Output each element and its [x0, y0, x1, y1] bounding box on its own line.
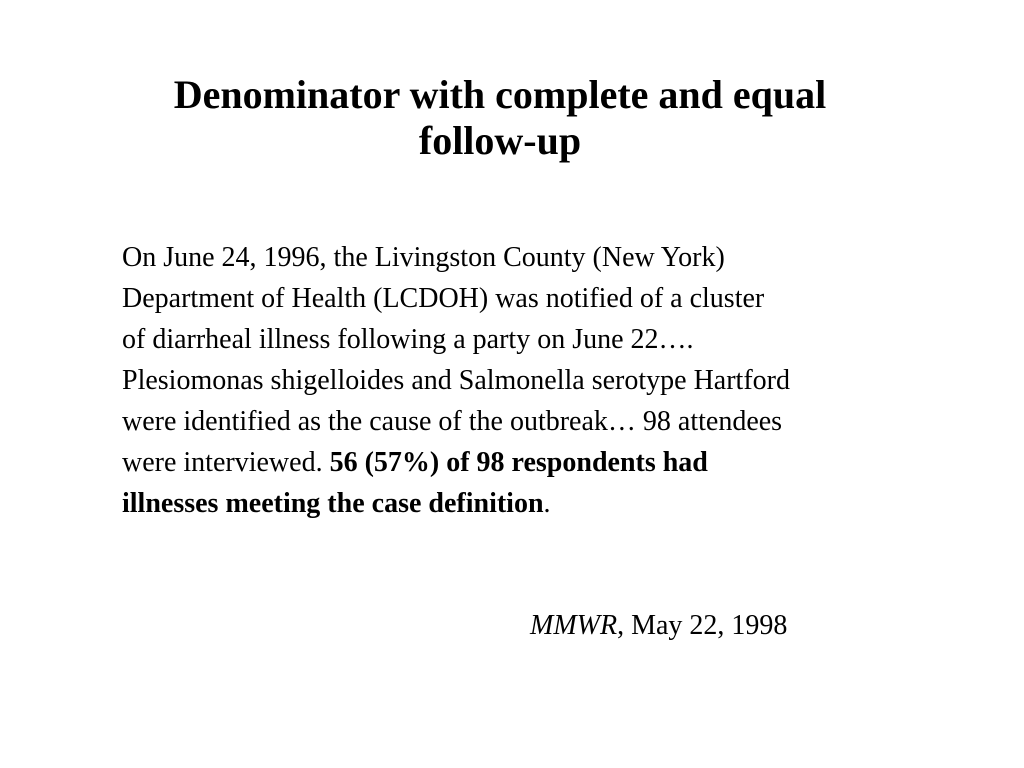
body-line-3: of diarrheal illness following a party on June 22…. [122, 324, 694, 355]
body-line-7-period: . [543, 488, 551, 519]
body-line-5: were identified as the cause of the outbreak… 98 attendees [122, 406, 783, 437]
highlight-statistic: 56 (57%) of 98 respondents had [329, 447, 708, 478]
body-line-4: Plesiomonas shigelloides and Salmonella serotype Hartford [122, 365, 790, 396]
citation-source: MMWR [530, 610, 618, 641]
body-line-1: On June 24, 1996, the Livingston County (New York) [122, 242, 725, 273]
body-line-2: Department of Health (LCDOH) was notified of a cluster [122, 283, 765, 314]
body-line-6 [122, 442, 952, 483]
title-line-1: Denominator with complete and equal [173, 72, 827, 117]
body-line-7 [122, 483, 952, 524]
slide-title [100, 72, 900, 164]
title-line-2: follow-up [418, 118, 582, 163]
highlight-case-definition: illnesses meeting the case definition [122, 488, 544, 519]
citation-date: , May 22, 1998 [617, 610, 788, 641]
citation [530, 606, 787, 646]
body-paragraph [122, 237, 952, 524]
body-line-6-text: were interviewed. [122, 447, 330, 478]
